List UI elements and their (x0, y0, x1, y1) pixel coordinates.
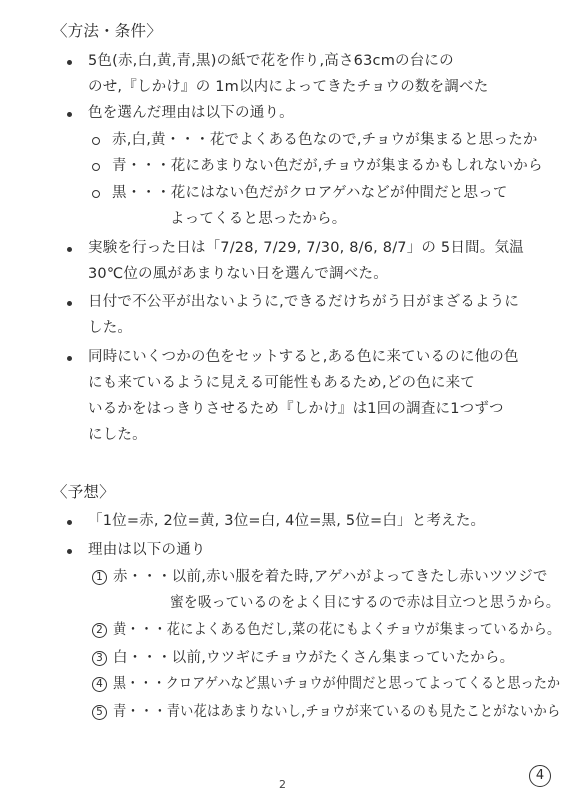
method-line-fair: 日付で不公平が出ないように,できるだけちがう日がまざるように (88, 294, 520, 310)
reason-red-white-yellow: 赤,白,黄・・・花でよくある色なので,チョウが集まると思ったか (112, 132, 538, 148)
method-line-temp: 30℃位の風があまりない日を選んで調べた。 (88, 266, 388, 282)
bullet (67, 112, 72, 117)
method-line-fair-cont: した。 (88, 320, 133, 336)
sub-bullet (92, 163, 100, 171)
circled-page-number: 4 (529, 765, 551, 787)
method-line-1: 5色(赤,白,黄,青,黒)の紙で花を作り,高さ63cmの台にの (88, 53, 454, 69)
prediction-reason-intro: 理由は以下の通り (88, 542, 206, 558)
bullet (67, 301, 72, 306)
reason-black: 黒・・・花にはない色だがクロアゲハなどが仲間だと思って (112, 185, 508, 201)
prediction-reason-black: 黒・・・クロアゲハなど黒いチョウが仲間だと思ってよってくると思ったか (113, 676, 561, 692)
method-line-same-time-4: にした。 (88, 427, 147, 443)
method-line-same-time-3: いるかをはっきりさせるため『しかけ』は1回の調査に1つずつ (88, 401, 504, 417)
sub-bullet (92, 137, 100, 145)
circled-number-4: 4 (92, 677, 107, 692)
circled-number-3: 3 (92, 651, 107, 666)
prediction-heading: 〈予想〉 (52, 483, 115, 501)
method-line-dates: 実験を行った日は「7/28, 7/29, 7/30, 8/6, 8/7」の 5日間。気温 (88, 240, 524, 256)
page-mark: 2 (279, 778, 286, 791)
prediction-reason-yellow: 黄・・・花によくある色だし,菜の花にもよくチョウが集まっているから。 (113, 622, 561, 638)
circled-number-5: 5 (92, 705, 107, 720)
circled-number-1: 1 (92, 570, 107, 585)
method-line-3: 色を選んだ理由は以下の通り。 (88, 105, 294, 121)
method-heading: 〈方法・条件〉 (52, 22, 162, 40)
circled-number-2: 2 (92, 623, 107, 638)
prediction-ranking: 「1位=赤, 2位=黄, 3位=白, 4位=黒, 5位=白」と考えた。 (88, 513, 486, 529)
bullet (67, 356, 72, 361)
bullet (67, 520, 72, 525)
prediction-reason-red-cont: 蜜を吸っているのをよく目にするので赤は目立つと思うから。 (170, 595, 560, 611)
bullet (67, 549, 72, 554)
method-line-same-time-2: にも来ているように見える可能性もあるため,どの色に来て (88, 375, 476, 391)
method-line-2: のせ,『しかけ』の 1m以内によってきたチョウの数を調べた (88, 79, 489, 95)
prediction-reason-blue: 青・・・青い花はあまりないし,チョウが来ているのも見たことがないから (113, 704, 561, 720)
reason-black-cont: よってくると思ったから。 (170, 211, 347, 227)
method-line-same-time: 同時にいくつかの色をセットすると,ある色に来ているのに他の色 (88, 349, 519, 365)
sub-bullet (92, 190, 100, 198)
bullet (67, 247, 72, 252)
bullet (67, 60, 72, 65)
reason-blue: 青・・・花にあまりない色だが,チョウが集まるかもしれないから (112, 158, 543, 174)
prediction-reason-white: 白・・・以前,ウツギにチョウがたくさん集まっていたから。 (113, 650, 515, 666)
prediction-reason-red: 赤・・・以前,赤い服を着た時,アゲハがよってきたし赤いツツジで (113, 569, 548, 585)
